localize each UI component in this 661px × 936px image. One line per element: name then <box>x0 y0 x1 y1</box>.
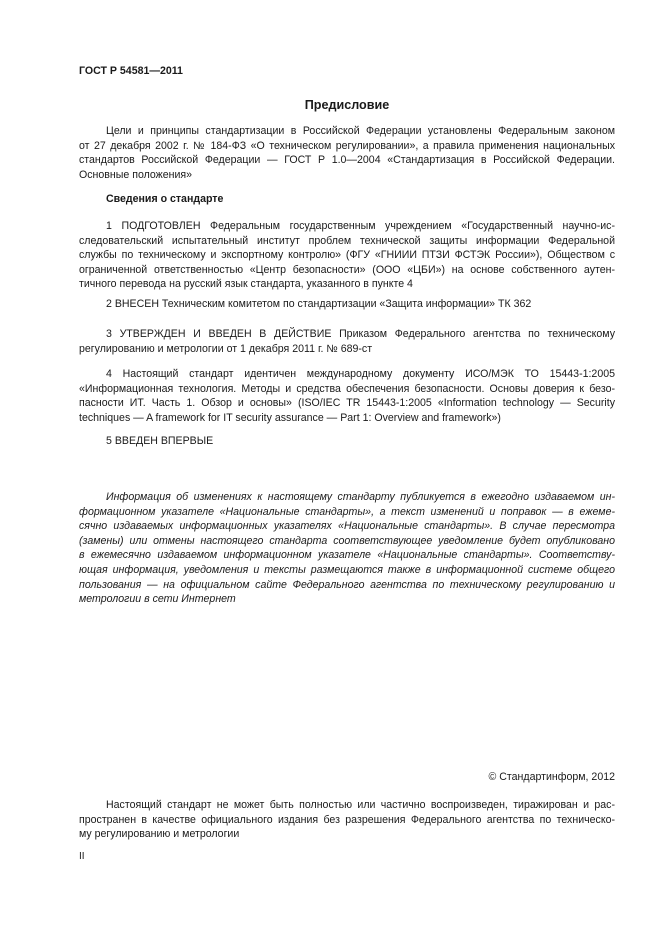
paragraph-line: Цели и принципы стандартизации в Российской Федерации установлены Федеральным законом <box>106 125 615 137</box>
paragraph-line: ющая информация, уведомления и тексты размещаются также в информационной системе общего <box>79 563 615 576</box>
paragraph-line: в ежемесячно издаваемом информационном указателе «Национальные стандарты». Соответству- <box>79 549 615 562</box>
item-4-paragraph <box>79 367 615 425</box>
paragraph-line: сячно издаваемых информационных указателях «Национальные стандарты». В случае пересмотра <box>79 520 615 533</box>
intro-paragraph <box>79 124 615 182</box>
item-2-paragraph <box>79 297 615 312</box>
reproduction-notice <box>79 798 615 842</box>
paragraph-line: Информация об изменениях к настоящему стандарту публикуется в ежегодно издаваемом ин- <box>106 491 615 503</box>
paragraph-line: пространен в качестве официального издания без разрешения Федерального агентства по техническо- <box>79 813 615 826</box>
item-3-paragraph <box>79 327 615 356</box>
paragraph-line: ограниченной ответственностью «Центр безопасности» (ООО «ЦБИ») на основе собственного аутен- <box>79 263 615 276</box>
section-subheading: Сведения о стандарте <box>106 193 224 205</box>
paragraph-line: 1 ПОДГОТОВЛЕН Федеральным государственным учреждением «Государственный научно-ис- <box>106 220 615 232</box>
page-title: Предисловие <box>304 98 390 112</box>
paragraph-line: формационном указателе «Национальные стандарты», а текст изменений и поправок — в ежеме- <box>79 505 615 518</box>
paragraph-line: тичного перевода на русский язык стандарта, указанного в пункте 4 <box>79 278 413 291</box>
paragraph-line: Настоящий стандарт не может быть полностью или частично воспроизведен, тиражирован и рас- <box>106 799 615 811</box>
paragraph-line: techniques — A framework for IT security assurance — Part 1: Overview and framework») <box>79 411 501 424</box>
paragraph-line: регулированию и метрологии от 1 декабря 2011 г. № 689-ст <box>79 342 373 355</box>
paragraph-line: следовательский испытательный институт проблем технической защиты информации Федеральной <box>79 234 615 247</box>
paragraph-line: му регулированию и метрологии <box>79 828 240 841</box>
paragraph-line: метрологии в сети Интернет <box>79 593 236 606</box>
paragraph-line: 2 ВНЕСЕН Техническим комитетом по стандартизации «Защита информации» ТК 362 <box>106 298 532 310</box>
paragraph-line: 3 УТВЕРЖДЕН И ВВЕДЕН В ДЕЙСТВИЕ Приказом Федерального агентства по техническому <box>106 328 615 340</box>
paragraph-line: 4 Настоящий стандарт идентичен международному документу ИСО/МЭК ТО 15443-1:2005 <box>106 368 615 380</box>
paragraph-line: 5 ВВЕДЕН ВПЕРВЫЕ <box>106 435 214 447</box>
paragraph-line: службы по техническому и экспортному контролю» (ФГУ «ГНИИИ ПТЗИ ФСТЭК России»), Обществом с <box>79 249 615 262</box>
document-id: ГОСТ Р 54581—2011 <box>79 65 183 77</box>
paragraph-line: Основные положения» <box>79 168 193 181</box>
paragraph-line: «Информационная технология. Методы и средства обеспечения безопасности. Основы доверия к безо- <box>79 382 615 395</box>
paragraph-line: стандартов Российской Федерации — ГОСТ Р 1.0—2004 «Стандартизация в Российской Федерации. <box>79 154 615 167</box>
copyright-line: © Стандартинформ, 2012 <box>488 771 615 783</box>
paragraph-line: от 27 декабря 2002 г. № 184-ФЗ «О техническом регулировании», а правила применения национальных <box>79 139 615 152</box>
paragraph-line: пасности ИТ. Часть 1. Обзор и основы» (ISO/IEC TR 15443-1:2005 «Information technology — Security <box>79 397 615 410</box>
paragraph-line: пользования — на официальном сайте Федерального агентства по техническому регулированию и <box>79 578 615 591</box>
item-1-paragraph <box>79 219 615 292</box>
page-number: II <box>79 851 85 862</box>
item-5-paragraph <box>79 434 615 449</box>
paragraph-line: (замены) или отмены настоящего стандарта соответствующее уведомление будет опубликовано <box>79 534 615 547</box>
notice-paragraph <box>79 490 615 607</box>
